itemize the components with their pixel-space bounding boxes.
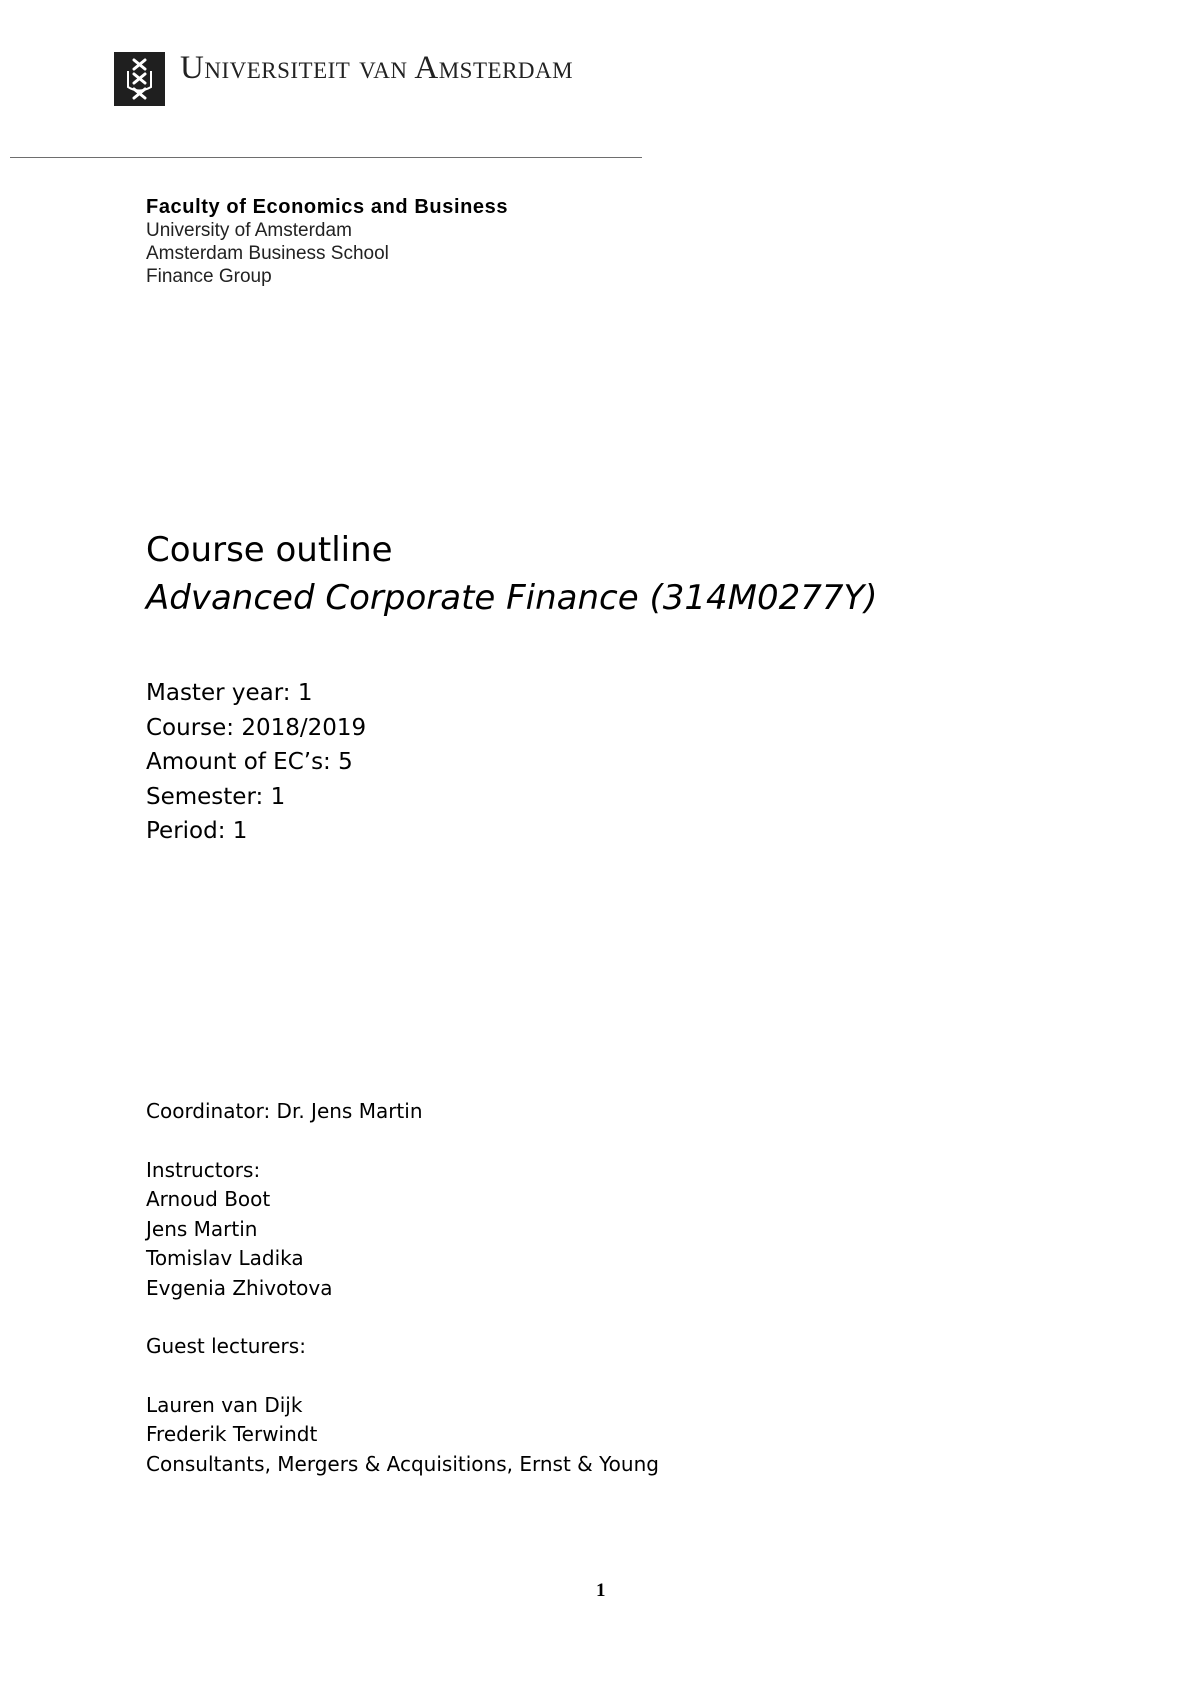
course-year: Course: 2018/2019 — [146, 714, 367, 741]
document-heading: Course outline — [146, 530, 393, 570]
instructor-name: Tomislav Ladika — [146, 1246, 304, 1270]
coordinator: Coordinator: Dr. Jens Martin — [146, 1099, 423, 1123]
faculty-block — [146, 196, 508, 288]
people-block — [146, 1097, 659, 1479]
instructor-name: Evgenia Zhivotova — [146, 1275, 333, 1300]
instructor-name: Arnoud Boot — [146, 1187, 271, 1211]
faculty-line: Finance Group — [146, 266, 272, 287]
course-details — [146, 676, 366, 849]
faculty-title: Faculty of Economics and Business — [146, 196, 509, 218]
title-block — [146, 526, 878, 622]
page-number: 1 — [596, 1580, 606, 1601]
instructor-name: Jens Martin — [146, 1216, 258, 1241]
master-year: Master year: 1 — [146, 680, 313, 706]
guest-affiliation: Consultants, Mergers & Acquisitions, Ernst & Young — [146, 1451, 659, 1476]
guest-name: Frederik Terwindt — [146, 1422, 318, 1446]
ec-amount: Amount of EC’s: 5 — [146, 749, 353, 776]
semester: Semester: 1 — [146, 783, 286, 810]
period: Period: 1 — [146, 818, 248, 845]
faculty-line: University of Amsterdam — [146, 220, 352, 241]
university-name: Universiteit van Amsterdam — [180, 50, 574, 86]
instructors-label: Instructors: — [146, 1157, 261, 1182]
guest-name: Lauren van Dijk — [146, 1392, 303, 1417]
university-crest-icon — [114, 52, 165, 106]
header-divider — [10, 157, 642, 158]
course-name: Advanced Corporate Finance (314M0277Y) — [146, 578, 878, 618]
faculty-line: Amsterdam Business School — [146, 243, 389, 264]
university-logo — [114, 52, 165, 106]
guests-label: Guest lecturers: — [146, 1334, 306, 1358]
